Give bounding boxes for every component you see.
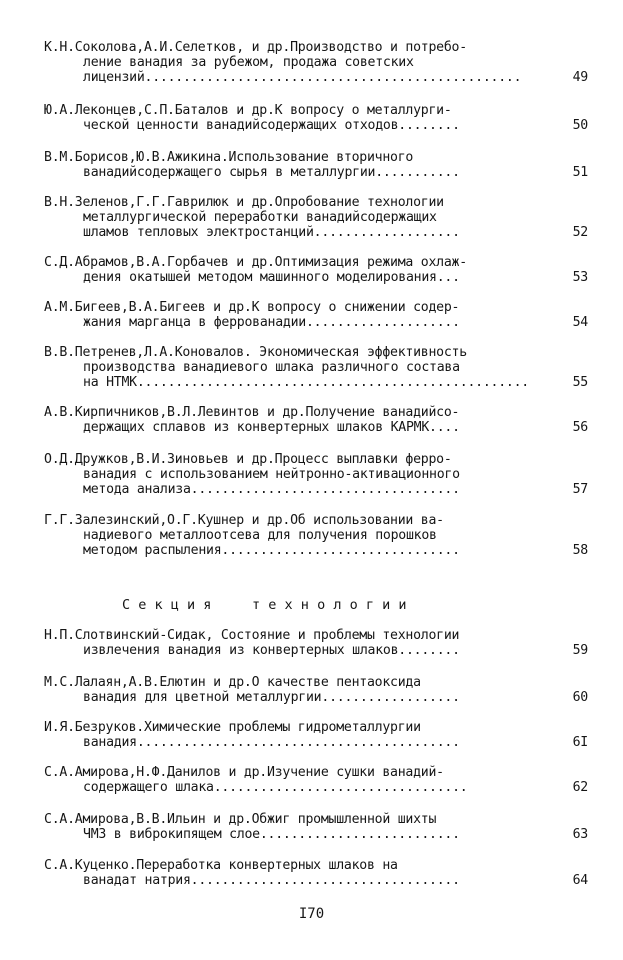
entry-line-text: ванадия для цветной металлургии.................. [83, 690, 460, 705]
entry-line: производства ванадиевого шлака различного состава [83, 360, 460, 375]
toc-entry [44, 405, 588, 435]
toc-entry [44, 452, 588, 497]
toc-entry [44, 255, 588, 285]
page-number: 51 [572, 165, 588, 180]
entry-line [44, 482, 588, 497]
entry-line [44, 315, 588, 330]
entry-line-text: держащих сплавов из конвертерных шлаков КАРМК.... [83, 420, 460, 435]
entry-line-text: содержащего шлака................................. [83, 780, 468, 795]
page-number: 57 [572, 482, 588, 497]
entry-line: С.А.Амирова,В.В.Ильин и др.Обжиг промышленной шихты [44, 812, 437, 827]
page-number: 49 [572, 70, 588, 85]
entry-line [44, 165, 588, 180]
entry-line: И.Я.Безруков.Химические проблемы гидрометаллургии [44, 720, 421, 735]
entry-line: ление ванадия за рубежом, продажа советских [83, 55, 414, 70]
entry-line [44, 780, 588, 795]
entry-line [44, 225, 588, 240]
entry-line: Г.Г.Залезинский,О.Г.Кушнер и др.Об использовании ва- [44, 513, 444, 528]
entry-line-text: шламов тепловых электростанций................... [83, 225, 460, 240]
toc-entry [44, 765, 588, 795]
entry-line-text: метода анализа................................... [83, 482, 460, 497]
entry-line: металлургической переработки ванадийсодержащих [83, 210, 437, 225]
entry-line: К.Н.Соколова,А.И.Селетков, и др.Производство и потребо- [44, 40, 467, 55]
entry-line-text: методом распыления............................... [83, 543, 460, 558]
entry-line: С.Д.Абрамов,В.А.Горбачев и др.Оптимизация режима охлаж- [44, 255, 467, 270]
page-number: 53 [572, 270, 588, 285]
entry-line [44, 873, 588, 888]
page-number: 64 [572, 873, 588, 888]
entry-line: С.А.Куценко.Переработка конвертерных шлаков на [44, 858, 398, 873]
entry-line: О.Д.Дружков,В.И.Зиновьев и др.Процесс выплавки ферро- [44, 452, 452, 467]
page-number: 50 [572, 118, 588, 133]
page-number: 54 [572, 315, 588, 330]
toc-entry [44, 812, 588, 842]
page-number: 52 [572, 225, 588, 240]
page-folio: I70 [298, 906, 325, 922]
entry-line: С.А.Амирова,Н.Ф.Данилов и др.Изучение сушки ванадий- [44, 765, 444, 780]
entry-line-text: извлечения ванадия из конвертерных шлаков........ [83, 643, 460, 658]
toc-entry [44, 103, 588, 133]
entry-line-text: жания марганца в феррованадии.................... [83, 315, 460, 330]
entry-line: надиевого металлоотсева для получения порошков [83, 528, 437, 543]
toc-entry [44, 858, 588, 888]
page-number: 55 [572, 375, 588, 390]
entry-line [44, 827, 588, 842]
entry-line-text: ческой ценности ванадийсодержащих отходов........ [83, 118, 460, 133]
page-number: 59 [572, 643, 588, 658]
entry-line: В.Н.Зеленов,Г.Г.Гаврилюк и др.Опробование технологии [44, 195, 444, 210]
toc-entry [44, 720, 588, 750]
toc-entry [44, 628, 588, 658]
toc-entry [44, 300, 588, 330]
page-number: 56 [572, 420, 588, 435]
page-number: 58 [572, 543, 588, 558]
page-number: 6I [572, 735, 588, 750]
entry-line [44, 375, 588, 390]
toc-entry [44, 675, 588, 705]
entry-line: А.М.Бигеев,В.А.Бигеев и др.К вопросу о снижении содер- [44, 300, 460, 315]
entry-line [44, 643, 588, 658]
entry-line-text: ванадат натрия................................... [83, 873, 460, 888]
entry-line-text: лицензий................................................. [83, 70, 522, 85]
section-heading: С е к ц и я т е х н о л о г и и [122, 597, 407, 613]
entry-line: А.В.Кирпичников,В.Л.Левинтов и др.Получение ванадийсо- [44, 405, 460, 420]
entry-line: В.В.Петренев,Л.А.Коновалов. Экономическая эффективность [44, 345, 467, 360]
entry-line: В.М.Борисов,Ю.В.Ажикина.Использование вторичного [44, 150, 414, 165]
entry-line [44, 543, 588, 558]
entry-line: Н.П.Слотвинский-Сидак, Состояние и проблемы технологии [44, 628, 460, 643]
entry-line [44, 420, 588, 435]
entry-line [44, 735, 588, 750]
toc-entry [44, 513, 588, 558]
toc-entry [44, 195, 588, 240]
entry-line [44, 270, 588, 285]
toc-entry [44, 150, 588, 180]
entry-line [44, 118, 588, 133]
page-number: 62 [572, 780, 588, 795]
entry-line [44, 690, 588, 705]
entry-line-text: ванадия.......................................... [83, 735, 460, 750]
entry-line: Ю.А.Леконцев,С.П.Баталов и др.К вопросу о металлурги- [44, 103, 452, 118]
toc-entry [44, 345, 588, 390]
toc-entry [44, 40, 588, 85]
page-number: 60 [572, 690, 588, 705]
entry-line-text: ванадийсодержащего сырья в металлургии........... [83, 165, 460, 180]
entry-line: ванадия с использованием нейтронно-активационного [83, 467, 460, 482]
entry-line-text: на НТМК................................................... [83, 375, 529, 390]
entry-line [44, 70, 588, 85]
entry-line-text: ЧМЗ в виброкипящем слое.......................... [83, 827, 460, 842]
entry-line-text: дения окатышей методом машинного моделирования... [83, 270, 460, 285]
entry-line: М.С.Лалаян,А.В.Елютин и др.О качестве пентаоксида [44, 675, 421, 690]
page-number: 63 [572, 827, 588, 842]
